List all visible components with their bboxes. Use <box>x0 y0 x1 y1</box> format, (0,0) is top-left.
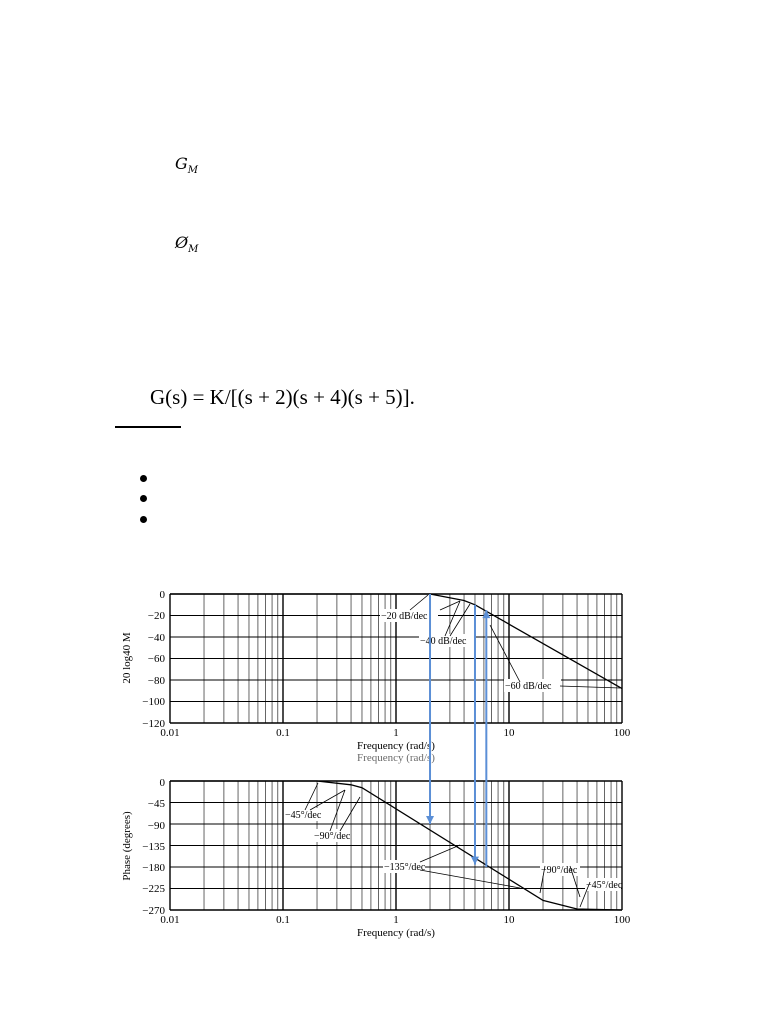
phase-xtick: 10 <box>503 914 515 926</box>
annotation-20db: −20 dB/dec <box>381 611 428 622</box>
phase-xtick: 1 <box>393 914 399 926</box>
annotation-135deg: −135°/dec <box>384 862 426 873</box>
phase-ytick: −225 <box>142 883 165 895</box>
annotation-40db: −40 dB/dec <box>420 636 467 647</box>
mag-ytick: 0 <box>159 589 165 601</box>
magnitude-y-ticks <box>142 589 165 730</box>
phase-ylabel: Phase (degrees) <box>121 811 133 881</box>
phase-xtick: 0.1 <box>276 914 290 926</box>
mag-xtick: 1 <box>393 727 399 739</box>
phase-x-ticks <box>160 914 630 926</box>
mag-xlabel: Frequency (rad/s) <box>357 740 435 752</box>
phase-margin-symbol: $Ø_M$ <box>175 233 199 256</box>
annotation-45deg-2: −45°/dec <box>586 880 623 891</box>
phase-ytick: −45 <box>147 798 165 810</box>
mag-ytick: −20 <box>147 610 165 622</box>
phase-xlabel: Frequency (rad/s) <box>357 927 435 939</box>
mag-xlabel-ghost: Frequency (rad/s) <box>357 752 435 764</box>
mag-ytick: −120 <box>142 718 165 730</box>
gain-margin-symbol: $G_M$ <box>175 154 199 177</box>
magnitude-x-ticks <box>160 727 630 739</box>
marker-arrow-3-head <box>482 610 490 618</box>
mag-ylabel: 20 log40 M <box>121 632 133 684</box>
annotation-60db: −60 dB/dec <box>505 681 552 692</box>
phase-ytick: 0 <box>159 777 165 789</box>
transfer-function-equation: G(s) = K/[(s + 2)(s + 4)(s + 5)]. <box>150 385 415 409</box>
phase-xtick: 0.01 <box>160 914 180 926</box>
phase-ytick: −135 <box>142 841 165 853</box>
phase-ytick: −90 <box>147 820 165 832</box>
mag-xtick: 100 <box>613 727 631 739</box>
magnitude-annotations <box>380 595 620 692</box>
mag-ytick: −100 <box>142 696 165 708</box>
mag-xtick: 0.1 <box>276 727 290 739</box>
mag-xtick: 0.01 <box>160 727 180 739</box>
mag-ytick: −40 <box>147 632 165 644</box>
phase-ytick: −270 <box>142 905 165 917</box>
phase-y-ticks <box>142 777 165 917</box>
phase-ytick: −180 <box>142 862 165 874</box>
annotation-45deg-1: −45°/dec <box>285 810 322 821</box>
phase-xtick: 100 <box>613 914 631 926</box>
mag-ytick: −60 <box>147 653 165 665</box>
mag-xtick: 10 <box>503 727 515 739</box>
annotation-90deg-2: −90°/dec <box>541 865 578 876</box>
mag-ytick: −80 <box>147 675 165 687</box>
marker-arrow-1-head <box>426 816 434 824</box>
phase-grid <box>170 781 622 910</box>
annotation-90deg-1: −90°/dec <box>314 831 351 842</box>
marker-arrow-2-head <box>471 857 479 865</box>
